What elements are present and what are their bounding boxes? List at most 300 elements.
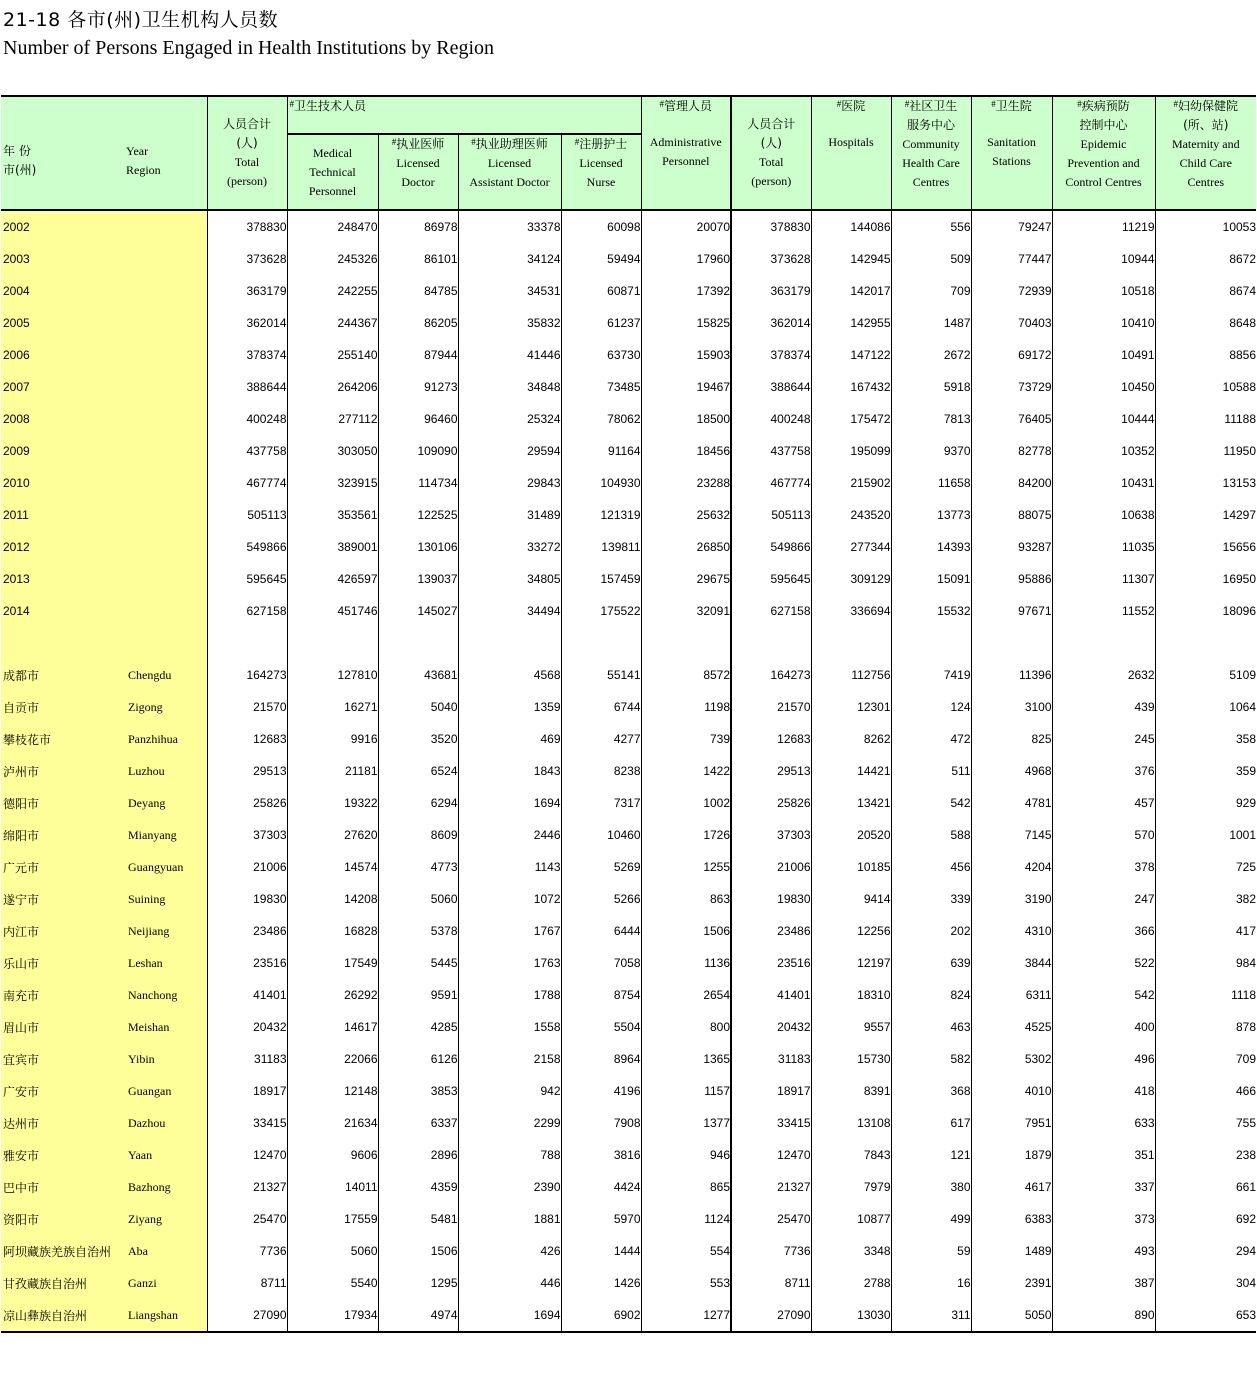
row-label-cn: 2006	[1, 339, 126, 371]
table-cell: 41401	[207, 979, 287, 1011]
table-cell: 800	[641, 1011, 731, 1043]
table-cell: 29513	[207, 755, 287, 787]
table-cell: 387	[1052, 1267, 1155, 1299]
table-cell: 463	[891, 1011, 971, 1043]
table-cell: 43681	[378, 659, 458, 691]
table-cell: 27620	[287, 819, 378, 851]
table-cell: 11552	[1052, 595, 1155, 627]
row-label-cn: 资阳市	[1, 1203, 126, 1235]
page-title-cn: 21-18 各市(州)卫生机构人员数	[3, 9, 279, 31]
table-cell: 336694	[811, 595, 891, 627]
table-cell: 639	[891, 947, 971, 979]
table-cell: 368	[891, 1075, 971, 1107]
row-label-cn: 2012	[1, 531, 126, 563]
table-cell: 582	[891, 1043, 971, 1075]
table-cell: 627158	[731, 595, 811, 627]
table-cell: 29594	[458, 435, 561, 467]
table-cell: 16	[891, 1267, 971, 1299]
row-label-cn: 2005	[1, 307, 126, 339]
table-cell: 245	[1052, 723, 1155, 755]
table-cell: 91164	[561, 435, 641, 467]
table-cell: 164273	[731, 659, 811, 691]
table-cell: 946	[641, 1139, 731, 1171]
table-cell: 382	[1155, 883, 1256, 915]
table-cell: 363179	[207, 275, 287, 307]
row-label-cn: 宜宾市	[1, 1043, 126, 1075]
table-cell: 12256	[811, 915, 891, 947]
table-row	[1, 243, 1256, 275]
page-title-en: Number of Persons Engaged in Health Institutions by Region	[3, 37, 495, 59]
row-label-cn: 2009	[1, 435, 126, 467]
table-cell: 245326	[287, 243, 378, 275]
table-cell: 55141	[561, 659, 641, 691]
table-cell: 6126	[378, 1043, 458, 1075]
table-cell: 4968	[971, 755, 1052, 787]
table-cell: 69172	[971, 339, 1052, 371]
table-cell: 388644	[731, 371, 811, 403]
table-cell: 5040	[378, 691, 458, 723]
table-cell: 23288	[641, 467, 731, 499]
table-cell: 1506	[641, 915, 731, 947]
table-cell: 511	[891, 755, 971, 787]
table-cell: 41401	[731, 979, 811, 1011]
table-cell: 4773	[378, 851, 458, 883]
table-cell: 87944	[378, 339, 458, 371]
table-cell: 4617	[971, 1171, 1052, 1203]
table-cell: 109090	[378, 435, 458, 467]
table-cell: 139037	[378, 563, 458, 595]
table-row	[1, 883, 1256, 915]
table-cell: 13773	[891, 499, 971, 531]
table-cell: 378830	[207, 210, 287, 243]
table-cell: 788	[458, 1139, 561, 1171]
table-cell: 400	[1052, 1011, 1155, 1043]
table-cell: 10491	[1052, 339, 1155, 371]
table-cell: 122525	[378, 499, 458, 531]
table-cell: 14574	[287, 851, 378, 883]
table-cell: 1124	[641, 1203, 731, 1235]
table-cell: 9606	[287, 1139, 378, 1171]
row-label-en	[126, 435, 207, 467]
table-cell: 1767	[458, 915, 561, 947]
table-cell: 373628	[731, 243, 811, 275]
table-cell: 8609	[378, 819, 458, 851]
table-cell: 29675	[641, 563, 731, 595]
table-row	[1, 1043, 1256, 1075]
table-cell: 95886	[971, 563, 1052, 595]
table-cell: 8572	[641, 659, 731, 691]
table-cell: 244367	[287, 307, 378, 339]
table-cell: 6383	[971, 1203, 1052, 1235]
table-cell: 17559	[287, 1203, 378, 1235]
table-row	[1, 979, 1256, 1011]
table-cell: 1763	[458, 947, 561, 979]
table-cell: 362014	[207, 307, 287, 339]
table-row	[1, 435, 1256, 467]
row-label-cn: 2007	[1, 371, 126, 403]
table-cell: 21181	[287, 755, 378, 787]
table-cell: 15825	[641, 307, 731, 339]
table-cell: 97671	[971, 595, 1052, 627]
table-cell: 147122	[811, 339, 891, 371]
table-cell: 175522	[561, 595, 641, 627]
header-total-personnel: 人员合计 (人) Total (person)	[207, 96, 287, 210]
table-cell: 70403	[971, 307, 1052, 339]
table-cell: 4010	[971, 1075, 1052, 1107]
row-label-cn: 广元市	[1, 851, 126, 883]
table-row	[1, 691, 1256, 723]
table-cell: 5481	[378, 1203, 458, 1235]
table-cell: 277112	[287, 403, 378, 435]
table-cell: 1143	[458, 851, 561, 883]
row-label-en: Panzhihua	[126, 723, 207, 755]
table-cell: 8674	[1155, 275, 1256, 307]
row-label-cn: 巴中市	[1, 1171, 126, 1203]
table-cell: 34805	[458, 563, 561, 595]
table-cell: 2391	[971, 1267, 1052, 1299]
table-cell: 617	[891, 1107, 971, 1139]
table-cell: 7145	[971, 819, 1052, 851]
table-cell: 8672	[1155, 243, 1256, 275]
table-cell: 20070	[641, 210, 731, 243]
table-cell: 31489	[458, 499, 561, 531]
table-cell: 692	[1155, 1203, 1256, 1235]
table-cell: 121	[891, 1139, 971, 1171]
table-cell: 627158	[207, 595, 287, 627]
table-cell: 11658	[891, 467, 971, 499]
table-cell: 12683	[207, 723, 287, 755]
table-cell: 1277	[641, 1299, 731, 1332]
table-cell: 84200	[971, 467, 1052, 499]
table-cell: 15903	[641, 339, 731, 371]
table-cell: 400248	[207, 403, 287, 435]
table-cell: 11396	[971, 659, 1052, 691]
table-cell: 366	[1052, 915, 1155, 947]
table-cell: 9414	[811, 883, 891, 915]
table-cell: 1365	[641, 1043, 731, 1075]
table-cell: 15656	[1155, 531, 1256, 563]
table-cell: 6744	[561, 691, 641, 723]
table-cell: 554	[641, 1235, 731, 1267]
table-cell: 142945	[811, 243, 891, 275]
table-cell: 20432	[207, 1011, 287, 1043]
table-cell: 1489	[971, 1235, 1052, 1267]
table-cell: 63730	[561, 339, 641, 371]
table-cell: 496	[1052, 1043, 1155, 1075]
table-cell: 339	[891, 883, 971, 915]
table-cell: 78062	[561, 403, 641, 435]
table-cell: 13153	[1155, 467, 1256, 499]
table-row	[1, 659, 1256, 691]
table-row	[1, 723, 1256, 755]
table-cell: 865	[641, 1171, 731, 1203]
table-row	[1, 1235, 1256, 1267]
table-cell: 13421	[811, 787, 891, 819]
table-cell: 8711	[207, 1267, 287, 1299]
table-cell: 202	[891, 915, 971, 947]
table-cell: 88075	[971, 499, 1052, 531]
table-cell: 755	[1155, 1107, 1256, 1139]
table-cell: 362014	[731, 307, 811, 339]
table-cell: 3816	[561, 1139, 641, 1171]
table-cell: 1843	[458, 755, 561, 787]
row-label-en	[126, 403, 207, 435]
table-cell: 86978	[378, 210, 458, 243]
table-cell: 15730	[811, 1043, 891, 1075]
table-row	[1, 1011, 1256, 1043]
table-cell: 878	[1155, 1011, 1256, 1043]
row-label-en: Yaan	[126, 1139, 207, 1171]
table-cell: 549866	[207, 531, 287, 563]
table-cell: 418	[1052, 1075, 1155, 1107]
spacer-cell	[891, 627, 971, 659]
table-cell: 824	[891, 979, 971, 1011]
row-label-en: Leshan	[126, 947, 207, 979]
table-cell: 112756	[811, 659, 891, 691]
table-cell: 14617	[287, 1011, 378, 1043]
table-cell: 493	[1052, 1235, 1155, 1267]
table-cell: 82778	[971, 435, 1052, 467]
table-cell: 10053	[1155, 210, 1256, 243]
table-cell: 1881	[458, 1203, 561, 1235]
spacer-cell	[207, 627, 287, 659]
table-cell: 124	[891, 691, 971, 723]
table-cell: 35832	[458, 307, 561, 339]
row-label-cn: 凉山彝族自治州	[1, 1299, 126, 1332]
table-row	[1, 915, 1256, 947]
table-cell: 23516	[207, 947, 287, 979]
table-cell: 91273	[378, 371, 458, 403]
table-cell: 11188	[1155, 403, 1256, 435]
row-label-en: Chengdu	[126, 659, 207, 691]
table-cell: 378830	[731, 210, 811, 243]
row-label-cn: 2008	[1, 403, 126, 435]
table-cell: 73729	[971, 371, 1052, 403]
table-cell: 1359	[458, 691, 561, 723]
table-cell: 86205	[378, 307, 458, 339]
table-cell: 10185	[811, 851, 891, 883]
table-cell: 6524	[378, 755, 458, 787]
header-community-centres: #社区卫生 服务中心 Community Health Care Centres	[891, 96, 971, 210]
row-label-en: Dazhou	[126, 1107, 207, 1139]
row-label-cn: 南充市	[1, 979, 126, 1011]
table-cell: 12301	[811, 691, 891, 723]
row-label-en	[126, 307, 207, 339]
table-cell: 175472	[811, 403, 891, 435]
table-cell: 4310	[971, 915, 1052, 947]
table-cell: 27090	[731, 1299, 811, 1332]
table-cell: 23516	[731, 947, 811, 979]
table-row	[1, 819, 1256, 851]
table-cell: 167432	[811, 371, 891, 403]
table-row	[1, 467, 1256, 499]
header-licensed-assistant-doctor: #执业助理医师 Licensed Assistant Doctor	[458, 134, 561, 210]
table-cell: 380	[891, 1171, 971, 1203]
table-cell: 139811	[561, 531, 641, 563]
row-label-cn: 成都市	[1, 659, 126, 691]
table-cell: 21006	[207, 851, 287, 883]
header-hospitals: #医院 Hospitals	[811, 96, 891, 210]
row-label-en: Suining	[126, 883, 207, 915]
table-cell: 25470	[731, 1203, 811, 1235]
row-label-cn: 自贡市	[1, 691, 126, 723]
table-cell: 29513	[731, 755, 811, 787]
table-row	[1, 595, 1256, 627]
table-cell: 145027	[378, 595, 458, 627]
table-cell: 21570	[207, 691, 287, 723]
table-cell: 309129	[811, 563, 891, 595]
table-cell: 2896	[378, 1139, 458, 1171]
header-licensed-doctor: #执业医师 Licensed Doctor	[378, 134, 458, 210]
table-cell: 9370	[891, 435, 971, 467]
table-cell: 439	[1052, 691, 1155, 723]
table-cell: 238	[1155, 1139, 1256, 1171]
table-cell: 5266	[561, 883, 641, 915]
table-cell: 5540	[287, 1267, 378, 1299]
table-cell: 378	[1052, 851, 1155, 883]
table-cell: 25826	[207, 787, 287, 819]
table-cell: 195099	[811, 435, 891, 467]
table-cell: 59	[891, 1235, 971, 1267]
table-cell: 77447	[971, 243, 1052, 275]
table-cell: 37303	[207, 819, 287, 851]
table-row	[1, 275, 1256, 307]
table-cell: 363179	[731, 275, 811, 307]
spacer-cell	[287, 627, 378, 659]
spacer-cell	[458, 627, 561, 659]
table-cell: 96460	[378, 403, 458, 435]
table-row	[1, 1267, 1256, 1299]
table-cell: 1694	[458, 1299, 561, 1332]
table-cell: 5269	[561, 851, 641, 883]
row-label-en: Liangshan	[126, 1299, 207, 1332]
table-spacer-row	[1, 627, 1256, 659]
table-cell: 3100	[971, 691, 1052, 723]
header-medical-technical: Medical Technical Personnel	[287, 134, 378, 210]
table-cell: 7058	[561, 947, 641, 979]
row-label-en: Guangan	[126, 1075, 207, 1107]
table-cell: 661	[1155, 1171, 1256, 1203]
table-cell: 2654	[641, 979, 731, 1011]
table-cell: 16828	[287, 915, 378, 947]
table-cell: 389001	[287, 531, 378, 563]
header-licensed-nurse: #注册护士 Licensed Nurse	[561, 134, 641, 210]
table-cell: 14297	[1155, 499, 1256, 531]
table-cell: 2299	[458, 1107, 561, 1139]
table-cell: 12148	[287, 1075, 378, 1107]
table-cell: 277344	[811, 531, 891, 563]
table-cell: 34848	[458, 371, 561, 403]
table-cell: 17392	[641, 275, 731, 307]
table-cell: 33415	[731, 1107, 811, 1139]
table-cell: 1726	[641, 819, 731, 851]
table-cell: 351	[1052, 1139, 1155, 1171]
table-cell: 1198	[641, 691, 731, 723]
table-cell: 33272	[458, 531, 561, 563]
table-cell: 8711	[731, 1267, 811, 1299]
table-cell: 10944	[1052, 243, 1155, 275]
table-cell: 1136	[641, 947, 731, 979]
row-label-en	[126, 467, 207, 499]
table-cell: 1558	[458, 1011, 561, 1043]
table-cell: 14421	[811, 755, 891, 787]
table-cell: 10877	[811, 1203, 891, 1235]
table-cell: 142017	[811, 275, 891, 307]
table-cell: 426597	[287, 563, 378, 595]
row-label-cn: 2011	[1, 499, 126, 531]
table-cell: 18456	[641, 435, 731, 467]
table-cell: 653	[1155, 1299, 1256, 1332]
table-cell: 12470	[207, 1139, 287, 1171]
table-cell: 7908	[561, 1107, 641, 1139]
table-cell: 34531	[458, 275, 561, 307]
table-cell: 32091	[641, 595, 731, 627]
table-cell: 373	[1052, 1203, 1155, 1235]
table-cell: 76405	[971, 403, 1052, 435]
table-row	[1, 947, 1256, 979]
table-cell: 942	[458, 1075, 561, 1107]
row-label-cn: 德阳市	[1, 787, 126, 819]
table-cell: 709	[891, 275, 971, 307]
table-cell: 16950	[1155, 563, 1256, 595]
table-row	[1, 1299, 1256, 1332]
table-cell: 323915	[287, 467, 378, 499]
table-cell: 4525	[971, 1011, 1052, 1043]
spacer-cell	[971, 627, 1052, 659]
table-cell: 18917	[731, 1075, 811, 1107]
row-label-en: Aba	[126, 1235, 207, 1267]
row-label-en: Guangyuan	[126, 851, 207, 883]
table-cell: 33378	[458, 210, 561, 243]
table-row	[1, 403, 1256, 435]
table-cell: 9557	[811, 1011, 891, 1043]
table-cell: 22066	[287, 1043, 378, 1075]
table-cell: 41446	[458, 339, 561, 371]
table-cell: 10410	[1052, 307, 1155, 339]
table-cell: 127810	[287, 659, 378, 691]
table-cell: 5445	[378, 947, 458, 979]
table-cell: 1879	[971, 1139, 1052, 1171]
spacer-cell	[561, 627, 641, 659]
table-cell: 4359	[378, 1171, 458, 1203]
table-cell: 553	[641, 1267, 731, 1299]
table-cell: 23486	[207, 915, 287, 947]
table-cell: 457	[1052, 787, 1155, 819]
header-cdc: #疾病预防 控制中心 Epidemic Prevention and Control Centres	[1052, 96, 1155, 210]
table-row	[1, 1075, 1256, 1107]
table-cell: 4781	[971, 787, 1052, 819]
table-cell: 72939	[971, 275, 1052, 307]
row-label-cn: 泸州市	[1, 755, 126, 787]
row-label-cn: 攀枝花市	[1, 723, 126, 755]
row-label-cn: 遂宁市	[1, 883, 126, 915]
table-cell: 4974	[378, 1299, 458, 1332]
header-sanitation-stations: #卫生院 Sanitation Stations	[971, 96, 1052, 210]
row-label-en	[126, 563, 207, 595]
table-cell: 3844	[971, 947, 1052, 979]
table-cell: 446	[458, 1267, 561, 1299]
spacer-cell	[1052, 627, 1155, 659]
table-cell: 8754	[561, 979, 641, 1011]
table-cell: 1157	[641, 1075, 731, 1107]
table-cell: 84785	[378, 275, 458, 307]
table-cell: 29843	[458, 467, 561, 499]
row-label-en: Meishan	[126, 1011, 207, 1043]
table-cell: 264206	[287, 371, 378, 403]
table-cell: 7419	[891, 659, 971, 691]
table-cell: 14393	[891, 531, 971, 563]
table-cell: 5504	[561, 1011, 641, 1043]
